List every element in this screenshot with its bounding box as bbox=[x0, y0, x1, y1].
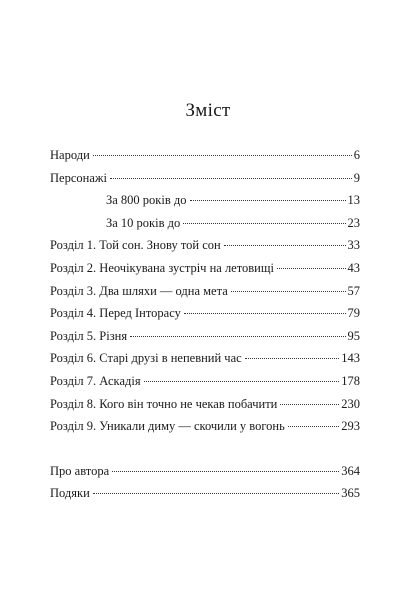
dot-leader bbox=[190, 200, 346, 201]
entry-label: За 10 років до bbox=[106, 215, 181, 230]
entry-page-number: 13 bbox=[347, 193, 360, 208]
entry-page-number: 6 bbox=[353, 148, 360, 162]
dot-leader bbox=[245, 358, 340, 359]
toc-entry-characters[interactable] bbox=[50, 171, 360, 194]
dot-leader bbox=[184, 313, 346, 314]
dot-leader bbox=[93, 155, 352, 156]
toc-entry-chapter-2[interactable] bbox=[50, 261, 360, 284]
dot-leader bbox=[183, 223, 345, 224]
table-of-contents bbox=[50, 148, 360, 509]
entry-page-number: 293 bbox=[341, 419, 360, 434]
entry-page-number: 9 bbox=[353, 170, 360, 185]
toc-entry-chapter-5[interactable] bbox=[50, 329, 360, 352]
entry-label: Народи bbox=[50, 148, 90, 162]
dot-leader bbox=[144, 381, 340, 382]
toc-entry-chapter-9[interactable] bbox=[50, 419, 360, 442]
entry-page-number: 143 bbox=[341, 351, 360, 366]
entry-label: Розділ 2. Неочікувана зустріч на летовищі bbox=[50, 260, 274, 275]
entry-page-number: 23 bbox=[347, 215, 360, 230]
dot-leader bbox=[277, 268, 346, 269]
dot-leader bbox=[110, 178, 352, 179]
dot-leader bbox=[231, 291, 346, 292]
toc-title: Зміст bbox=[185, 100, 231, 121]
entry-label: Про автора bbox=[50, 463, 110, 478]
entry-label: Розділ 5. Різня bbox=[50, 328, 128, 343]
toc-entry-chapter-8[interactable] bbox=[50, 397, 360, 420]
entry-page-number: 43 bbox=[347, 260, 360, 275]
entry-label: Персонажі bbox=[50, 170, 107, 185]
entry-label: Розділ 9. Уникали диму — скочили у вогонь bbox=[50, 419, 285, 434]
entry-page-number: 230 bbox=[341, 396, 360, 411]
toc-entry-chapter-4[interactable] bbox=[50, 306, 360, 329]
entry-label: Розділ 4. Перед Інторасу bbox=[50, 306, 181, 321]
entry-page-number: 178 bbox=[341, 373, 360, 388]
dot-leader bbox=[280, 404, 339, 405]
entry-label: Розділ 6. Старі друзі в непевний час bbox=[50, 351, 242, 366]
toc-entry-acknowledgements[interactable] bbox=[50, 486, 360, 509]
dot-leader bbox=[112, 471, 339, 472]
toc-entry-chapter-1[interactable] bbox=[50, 238, 360, 261]
toc-entry-peoples[interactable] bbox=[50, 148, 360, 171]
dot-leader bbox=[288, 426, 339, 427]
toc-entry-800-years-before[interactable] bbox=[50, 193, 360, 216]
entry-page-number: 364 bbox=[341, 463, 360, 478]
entry-page-number: 365 bbox=[341, 486, 360, 501]
dot-leader bbox=[224, 245, 346, 246]
entry-label: Розділ 8. Кого він точно не чекав побачити bbox=[50, 396, 278, 411]
entry-page-number: 57 bbox=[347, 283, 360, 298]
entry-label: Розділ 1. Той сон. Знову той сон bbox=[50, 238, 221, 253]
entry-label: За 800 років до bbox=[106, 193, 187, 208]
entry-label: Розділ 7. Аскадія bbox=[50, 373, 141, 388]
toc-entry-chapter-6[interactable] bbox=[50, 351, 360, 374]
toc-entry-10-years-before[interactable] bbox=[50, 216, 360, 239]
entry-label: Подяки bbox=[50, 486, 90, 501]
entry-page-number: 79 bbox=[347, 306, 360, 321]
toc-entry-chapter-7[interactable] bbox=[50, 374, 360, 397]
dot-leader bbox=[130, 336, 345, 337]
toc-entry-chapter-3[interactable] bbox=[50, 284, 360, 307]
dot-leader bbox=[93, 493, 339, 494]
toc-entry-about-author[interactable] bbox=[50, 464, 360, 487]
entry-page-number: 95 bbox=[347, 328, 360, 343]
entry-label: Розділ 3. Два шляхи — одна мета bbox=[50, 283, 228, 298]
entry-page-number: 33 bbox=[347, 238, 360, 253]
